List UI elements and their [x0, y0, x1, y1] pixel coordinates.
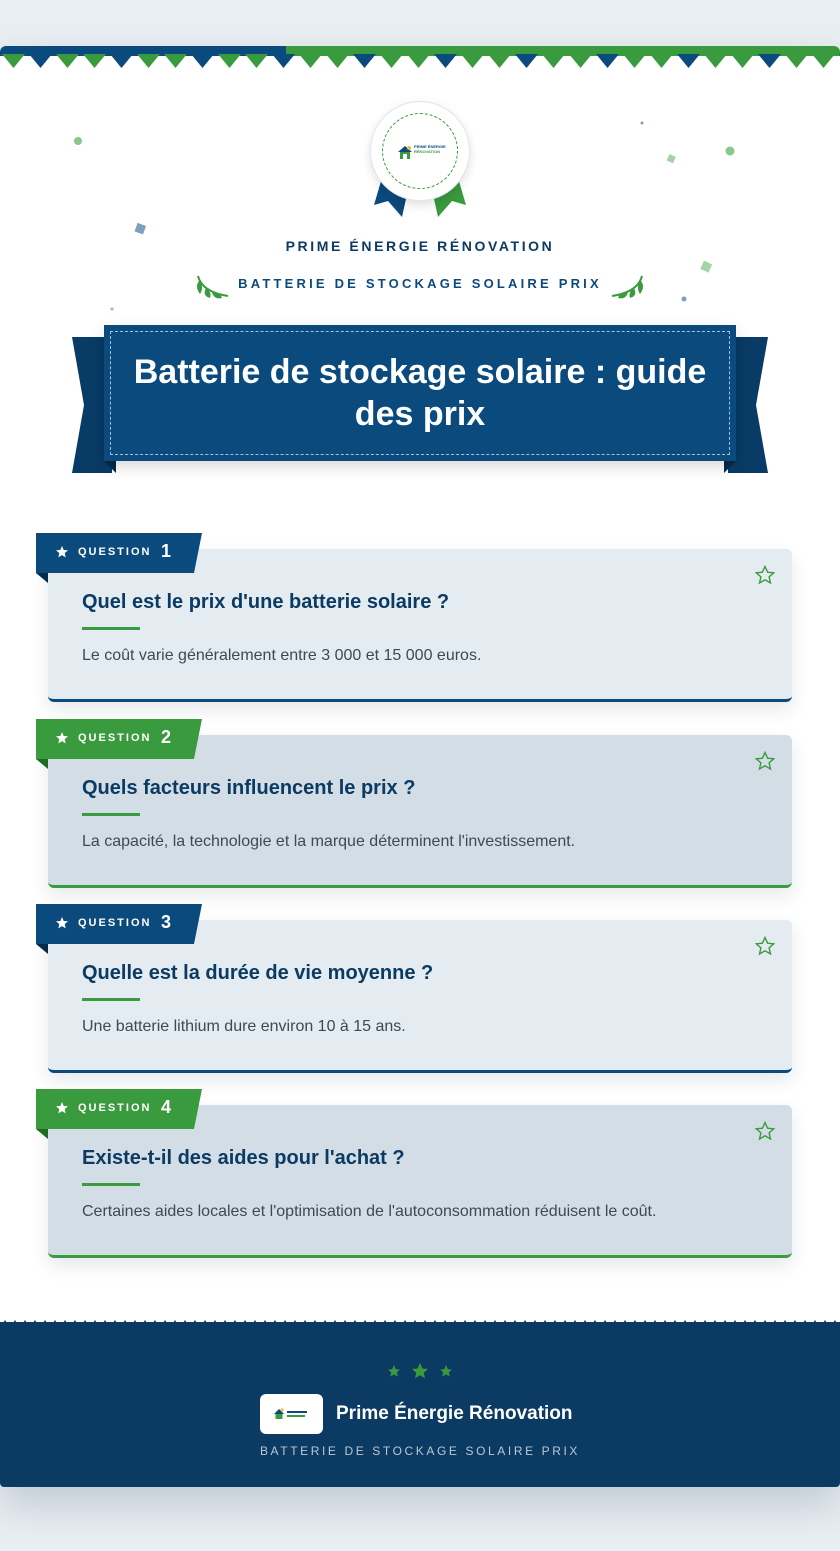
medal-logo-text — [414, 144, 446, 154]
footer-tooth — [610, 1320, 620, 1328]
bunting-flag — [515, 54, 538, 68]
footer-tooth — [590, 1320, 600, 1328]
bunting-flag — [245, 54, 268, 68]
footer-tooth — [60, 1320, 70, 1328]
footer-tooth — [310, 1320, 320, 1328]
bunting-flag — [272, 54, 295, 68]
star-icon — [55, 545, 69, 559]
footer-tooth — [80, 1320, 90, 1328]
footer-tooth — [470, 1320, 480, 1328]
footer-tooth — [490, 1320, 500, 1328]
bunting-flag — [353, 54, 376, 68]
footer-tooth — [740, 1320, 750, 1328]
question-title: Quels facteurs influencent le prix ? — [82, 777, 416, 799]
footer-tooth — [370, 1320, 380, 1328]
bunting-flag — [677, 54, 700, 68]
star-outline-icon — [755, 565, 775, 585]
footer-tooth — [710, 1320, 720, 1328]
footer-tooth — [220, 1320, 230, 1328]
question-answer: Certaines aides locales et l'optimisation de l'autoconsommation réduisent le coût. — [82, 1203, 657, 1220]
question-tag-label: QUESTION — [78, 732, 152, 744]
medal-disc — [370, 101, 470, 201]
footer-tooth — [50, 1320, 60, 1328]
question-tag — [36, 719, 204, 759]
footer-tooth — [300, 1320, 310, 1328]
footer-stars-icon — [386, 1362, 454, 1380]
star-icon — [55, 731, 69, 745]
footer-tooth — [170, 1320, 180, 1328]
footer-tooth — [20, 1320, 30, 1328]
footer-tooth — [250, 1320, 260, 1328]
bunting-flag — [596, 54, 619, 68]
footer-tooth — [810, 1320, 820, 1328]
footer-tooth — [570, 1320, 580, 1328]
footer-subtitle: BATTERIE DE STOCKAGE SOLAIRE PRIX — [259, 1444, 581, 1458]
bunting-flag — [542, 54, 565, 68]
question-answer: La capacité, la technologie et la marque déterminent l'investissement. — [82, 833, 576, 850]
footer-tooth — [620, 1320, 630, 1328]
bunting-flag — [299, 54, 322, 68]
footer-tooth — [530, 1320, 540, 1328]
footer-tooth — [150, 1320, 160, 1328]
logo-text-line1: PRIME ÉNERGIE — [414, 144, 446, 149]
footer-brand-name: Prime Énergie Rénovation — [336, 1403, 573, 1424]
footer-tooth — [460, 1320, 470, 1328]
bunting-flag — [191, 54, 214, 68]
bunting-flag — [407, 54, 430, 68]
footer-tooth — [780, 1320, 790, 1328]
bunting-flag — [83, 54, 106, 68]
star-icon — [55, 916, 69, 930]
footer-tooth — [360, 1320, 370, 1328]
bunting-flag — [731, 54, 754, 68]
footer-tooth — [330, 1320, 340, 1328]
bunting-flag — [137, 54, 160, 68]
question-title: Existe-t-il des aides pour l'achat ? — [82, 1147, 405, 1169]
question-number: 4 — [161, 1097, 172, 1117]
footer-tooth — [730, 1320, 740, 1328]
footer-tooth — [450, 1320, 460, 1328]
footer-tooth — [260, 1320, 270, 1328]
footer-tooth — [280, 1320, 290, 1328]
footer-tooth — [100, 1320, 110, 1328]
footer-tooth — [540, 1320, 550, 1328]
question-tag — [36, 904, 204, 944]
tag-ribbon — [36, 719, 204, 771]
bunting-flag — [758, 54, 781, 68]
medal-inner-ring — [382, 113, 458, 189]
footer-house-logo-icon — [260, 1394, 323, 1434]
footer-tooth — [140, 1320, 150, 1328]
bunting-flag — [488, 54, 511, 68]
footer-tooth — [0, 1320, 10, 1328]
star-outline-icon — [755, 1121, 775, 1141]
bunting-flag — [218, 54, 241, 68]
footer-tooth — [230, 1320, 240, 1328]
footer-tooth — [410, 1320, 420, 1328]
logo-text-line2: RÉNOVATION — [414, 149, 441, 154]
footer-tooth — [130, 1320, 140, 1328]
tag-ribbon — [36, 533, 204, 585]
banner-inner-frame — [110, 331, 730, 455]
medal-badge — [370, 101, 470, 219]
bunting-flag — [569, 54, 592, 68]
page-title: Batterie de stockage solaire : guide des prix — [133, 353, 707, 433]
footer-tooth — [340, 1320, 350, 1328]
question-tag-label: QUESTION — [78, 917, 152, 929]
tag-ribbon — [36, 904, 204, 956]
bunting-flag — [2, 54, 25, 68]
title-underline — [82, 1183, 140, 1186]
question-title: Quel est le prix d'une batterie solaire ? — [82, 591, 450, 613]
brand-name: PRIME ÉNERGIE RÉNOVATION — [285, 238, 555, 254]
bunting-flag — [434, 54, 457, 68]
footer-tooth — [700, 1320, 710, 1328]
footer-tooth — [420, 1320, 430, 1328]
footer-tooth — [180, 1320, 190, 1328]
footer-tooth — [510, 1320, 520, 1328]
bunting-flag — [650, 54, 673, 68]
footer-tooth — [320, 1320, 330, 1328]
question-number: 3 — [161, 912, 172, 932]
footer-tooth — [240, 1320, 250, 1328]
footer-tooth — [90, 1320, 100, 1328]
bunting-flag — [812, 54, 835, 68]
footer-tooth — [290, 1320, 300, 1328]
footer-tooth — [560, 1320, 570, 1328]
question-tag-label: QUESTION — [78, 546, 152, 558]
footer-tooth — [580, 1320, 590, 1328]
star-outline-icon — [755, 751, 775, 771]
footer-tooth — [480, 1320, 490, 1328]
footer-tooth — [440, 1320, 450, 1328]
footer-tooth — [10, 1320, 20, 1328]
footer-tooth — [190, 1320, 200, 1328]
question-title: Quelle est la durée de vie moyenne ? — [82, 962, 434, 984]
bunting-flag — [380, 54, 403, 68]
question-number: 2 — [161, 727, 172, 747]
footer-tooth — [70, 1320, 80, 1328]
footer-tooth — [760, 1320, 770, 1328]
footer-zigzag-edge — [0, 1318, 840, 1328]
footer-tooth — [640, 1320, 650, 1328]
footer-tooth — [160, 1320, 170, 1328]
laurel-right-icon — [608, 270, 648, 302]
bunting-flag — [785, 54, 808, 68]
footer-tooth — [630, 1320, 640, 1328]
footer-tooth — [770, 1320, 780, 1328]
bunting-flag — [704, 54, 727, 68]
footer — [0, 1322, 840, 1487]
bunting-flag — [623, 54, 646, 68]
footer-tooth — [120, 1320, 130, 1328]
footer-tooth — [40, 1320, 50, 1328]
bunting-decoration — [0, 54, 840, 74]
footer-tooth — [800, 1320, 810, 1328]
title-underline — [82, 998, 140, 1001]
page-card — [0, 46, 840, 1487]
footer-tooth — [110, 1320, 120, 1328]
bunting-flag — [164, 54, 187, 68]
footer-tooth — [690, 1320, 700, 1328]
footer-tooth — [550, 1320, 560, 1328]
bunting-flag — [56, 54, 79, 68]
question-number: 1 — [161, 541, 172, 561]
footer-tooth — [30, 1320, 40, 1328]
footer-tooth — [660, 1320, 670, 1328]
footer-tooth — [670, 1320, 680, 1328]
tag-ribbon — [36, 1089, 204, 1141]
footer-tooth — [820, 1320, 830, 1328]
bunting-flag — [461, 54, 484, 68]
footer-tooth — [210, 1320, 220, 1328]
footer-tooth — [520, 1320, 530, 1328]
footer-tooth — [650, 1320, 660, 1328]
title-banner — [72, 325, 768, 475]
title-underline — [82, 813, 140, 816]
footer-tooth — [400, 1320, 410, 1328]
footer-logo — [260, 1394, 323, 1434]
footer-tooth — [830, 1320, 840, 1328]
banner-body — [104, 325, 736, 461]
footer-tooth — [270, 1320, 280, 1328]
question-answer: Le coût varie généralement entre 3 000 et 15 000 euros. — [82, 647, 482, 664]
footer-tooth — [380, 1320, 390, 1328]
star-outline-icon — [755, 936, 775, 956]
question-tag — [36, 533, 204, 573]
footer-tooth — [390, 1320, 400, 1328]
footer-tooth — [790, 1320, 800, 1328]
footer-tooth — [350, 1320, 360, 1328]
footer-tooth — [600, 1320, 610, 1328]
question-tag — [36, 1089, 204, 1129]
star-icon — [55, 1101, 69, 1115]
question-answer: Une batterie lithium dure environ 10 à 15 ans. — [82, 1018, 406, 1035]
bunting-flag — [326, 54, 349, 68]
bunting-flag — [29, 54, 52, 68]
footer-tooth — [750, 1320, 760, 1328]
footer-tooth — [680, 1320, 690, 1328]
footer-tooth — [430, 1320, 440, 1328]
title-underline — [82, 627, 140, 630]
footer-tooth — [200, 1320, 210, 1328]
header-subtitle: BATTERIE DE STOCKAGE SOLAIRE PRIX — [238, 276, 602, 291]
footer-tooth — [500, 1320, 510, 1328]
bunting-flag — [110, 54, 133, 68]
question-tag-label: QUESTION — [78, 1102, 152, 1114]
footer-tooth — [720, 1320, 730, 1328]
